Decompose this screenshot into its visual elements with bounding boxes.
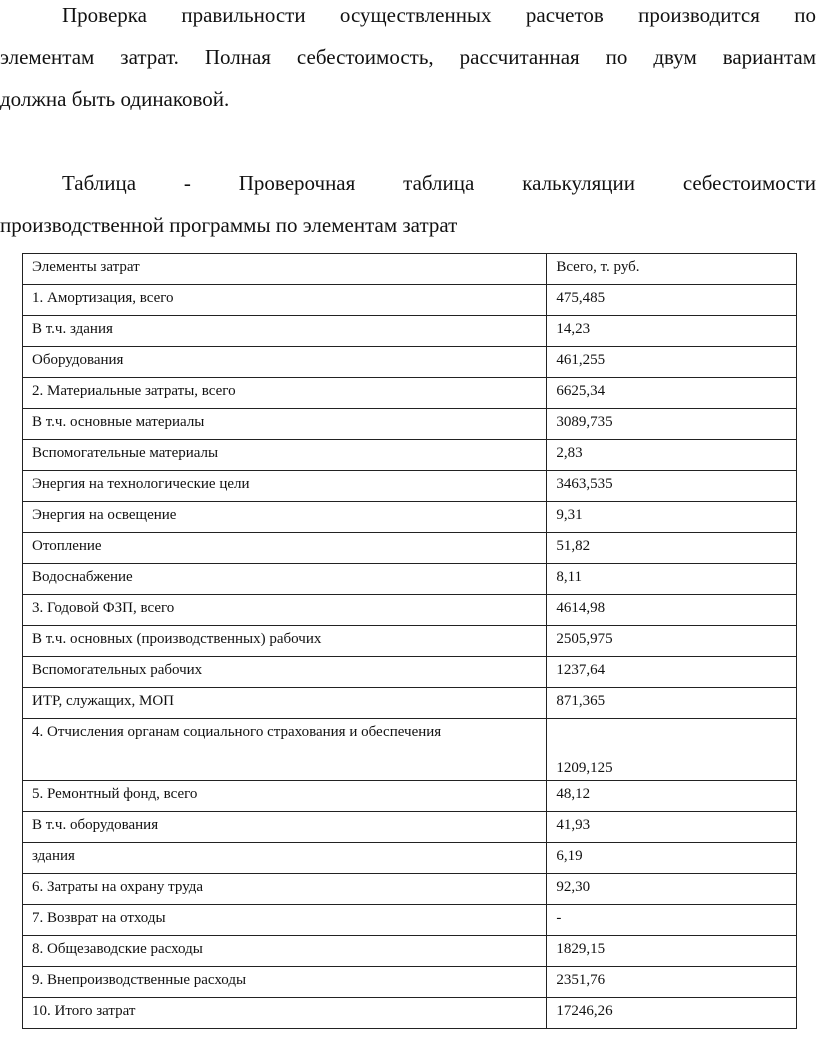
cost-element-cell: В т.ч. основных (производственных) рабочих <box>23 626 547 657</box>
cost-element-cell: 8. Общезаводские расходы <box>23 936 547 967</box>
cost-total-cell: 41,93 <box>547 812 797 843</box>
table-row <box>23 781 797 812</box>
intro-line-1: Проверка правильности осуществленных расчетов производится по <box>62 3 816 27</box>
cost-total-cell: 8,11 <box>547 564 797 595</box>
table-row <box>23 657 797 688</box>
cost-element-cell: 7. Возврат на отходы <box>23 905 547 936</box>
table-row <box>23 905 797 936</box>
table-row <box>23 316 797 347</box>
cost-total-cell: 2351,76 <box>547 967 797 998</box>
caption-line-1: Таблица - Проверочная таблица калькуляции себестоимости <box>62 171 816 195</box>
cost-total-cell: 3089,735 <box>547 409 797 440</box>
cost-element-cell: Оборудования <box>23 347 547 378</box>
table-row <box>23 998 797 1029</box>
table-row <box>23 378 797 409</box>
cost-total-cell: 1237,64 <box>547 657 797 688</box>
intro-line-3: должна быть одинаковой. <box>0 87 230 111</box>
cost-element-cell: Отопление <box>23 533 547 564</box>
intro-paragraph <box>0 0 816 120</box>
cost-element-cell: 4. Отчисления органам социального страхования и обеспечения <box>23 719 547 781</box>
cost-total-cell: 1829,15 <box>547 936 797 967</box>
table-row <box>23 688 797 719</box>
cost-total-cell: 9,31 <box>547 502 797 533</box>
table-header-row <box>23 254 797 285</box>
header-elements: Элементы затрат <box>23 254 547 285</box>
cost-element-cell: 3. Годовой ФЗП, всего <box>23 595 547 626</box>
cost-element-cell: Вспомогательных рабочих <box>23 657 547 688</box>
table-row <box>23 533 797 564</box>
cost-element-cell: В т.ч. основные материалы <box>23 409 547 440</box>
cost-total-cell: 1209,125 <box>547 719 797 781</box>
cost-element-cell: 9. Внепроизводственные расходы <box>23 967 547 998</box>
cost-element-cell: В т.ч. здания <box>23 316 547 347</box>
cost-total-cell: 17246,26 <box>547 998 797 1029</box>
table-row <box>23 595 797 626</box>
cost-element-cell: ИТР, служащих, МОП <box>23 688 547 719</box>
table-row <box>23 285 797 316</box>
table-row <box>23 347 797 378</box>
cost-total-cell: - <box>547 905 797 936</box>
table-row <box>23 719 797 781</box>
table-caption <box>0 162 816 246</box>
cost-element-cell: Водоснабжение <box>23 564 547 595</box>
header-total: Всего, т. руб. <box>547 254 797 285</box>
cost-total-cell: 871,365 <box>547 688 797 719</box>
cost-element-cell: Вспомогательные материалы <box>23 440 547 471</box>
cost-element-cell: Энергия на освещение <box>23 502 547 533</box>
cost-element-cell: В т.ч. оборудования <box>23 812 547 843</box>
caption-line-2: производственной программы по элементам затрат <box>0 213 458 237</box>
table-row <box>23 564 797 595</box>
table-row <box>23 471 797 502</box>
cost-total-cell: 2,83 <box>547 440 797 471</box>
table-row <box>23 874 797 905</box>
table-row <box>23 626 797 657</box>
table-row <box>23 843 797 874</box>
cost-total-cell: 48,12 <box>547 781 797 812</box>
table-row <box>23 812 797 843</box>
cost-element-cell: 2. Материальные затраты, всего <box>23 378 547 409</box>
table-row <box>23 409 797 440</box>
cost-total-cell: 14,23 <box>547 316 797 347</box>
table-row <box>23 967 797 998</box>
cost-total-cell: 461,255 <box>547 347 797 378</box>
table-row <box>23 502 797 533</box>
cost-total-cell: 2505,975 <box>547 626 797 657</box>
cost-total-cell: 51,82 <box>547 533 797 564</box>
cost-total-cell: 92,30 <box>547 874 797 905</box>
cost-element-cell: 1. Амортизация, всего <box>23 285 547 316</box>
cost-element-cell: 10. Итого затрат <box>23 998 547 1029</box>
cost-element-cell: Энергия на технологические цели <box>23 471 547 502</box>
cost-total-cell: 4614,98 <box>547 595 797 626</box>
cost-total-cell: 6625,34 <box>547 378 797 409</box>
table-row <box>23 440 797 471</box>
cost-total-cell: 6,19 <box>547 843 797 874</box>
cost-element-cell: 5. Ремонтный фонд, всего <box>23 781 547 812</box>
table-row <box>23 936 797 967</box>
cost-total-cell: 475,485 <box>547 285 797 316</box>
intro-line-2: элементам затрат. Полная себестоимость, рассчитанная по двум вариантам <box>0 45 816 69</box>
cost-elements-table <box>22 253 797 1029</box>
cost-element-cell: 6. Затраты на охрану труда <box>23 874 547 905</box>
cost-element-cell: здания <box>23 843 547 874</box>
cost-total-cell: 3463,535 <box>547 471 797 502</box>
